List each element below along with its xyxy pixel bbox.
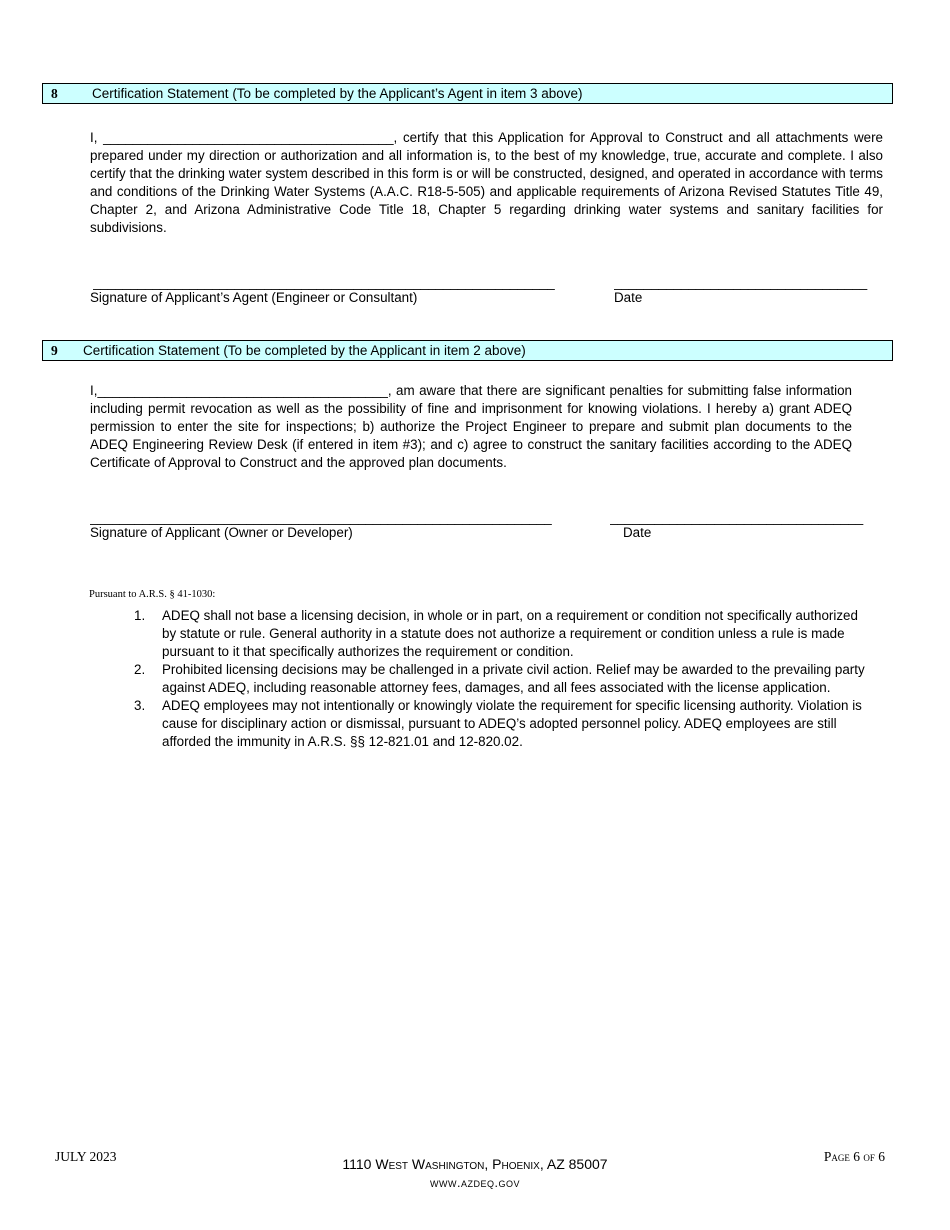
section-9-title: Certification Statement (To be completed by the Applicant in item 2 above) (83, 343, 526, 358)
agent-signature-field[interactable]: ______________________________________________________________ (93, 275, 555, 290)
section-8-header (42, 83, 893, 104)
list-item (128, 661, 868, 697)
footer-address: 1110 West Washington, Phoenix, AZ 85007 (342, 1156, 608, 1172)
agent-signature-label: Signature of Applicant’s Agent (Engineer or Consultant) (90, 290, 418, 305)
list-item-number: 1. (134, 608, 146, 623)
applicant-date-label: Date (623, 525, 652, 540)
section-9-header (42, 340, 893, 361)
list-item-text: Prohibited licensing decisions may be challenged in a private civil action. Relief may be awarded to the prevailing party against ADEQ, including reasonable attorney fees, damages, and all fees associated with the license application. (162, 662, 865, 695)
list-item-number: 3. (134, 698, 146, 713)
applicant-date-field[interactable]: __________________________________ (610, 510, 864, 525)
section-8-statement: I, _______________________________________, certify that this Application for Approval to Construct and all attachments were prepared under my direction or authorization and all information is, to the best of my knowledge, true, accurate and complete. I also certify that the drinking water system described in this form is or will be constructed, designed, and operated in accordance with terms and conditions of the Drinking Water Systems (A.A.C. R18-5-505) and applicable requirements of Arizona Revised Statutes Title 49, Chapter 2, and Arizona Administrative Code Title 18, Chapter 5 regarding drinking water systems and sanitary facilities for subdivisions. (90, 130, 883, 235)
applicant-signature-label: Signature of Applicant (Owner or Developer) (90, 525, 353, 540)
list-item (128, 607, 868, 661)
section-8-number: 8 (51, 86, 58, 101)
agent-date-field[interactable]: __________________________________ (614, 275, 868, 290)
list-item-text: ADEQ employees may not intentionally or knowingly violate the requirement for specific licensing authority. Violation is cause for disciplinary action or dismissal, pursuant to ADEQ’s adopted personnel policy. ADEQ employees are still afforded the immunity in A.R.S. §§ 12-821.01 and 12-820.02. (162, 698, 862, 749)
section-9-number: 9 (51, 343, 58, 358)
applicant-signature-field[interactable]: ______________________________________________________________ (90, 510, 552, 525)
section-8-title: Certification Statement (To be completed by the Applicant’s Agent in item 3 above) (92, 86, 583, 101)
footer-date: JULY 2023 (55, 1149, 117, 1164)
licensing-notes-list (128, 607, 868, 751)
agent-date-label: Date (614, 290, 643, 305)
list-item (128, 697, 868, 751)
footer-website: www.azdeq.gov (430, 1176, 520, 1190)
list-item-number: 2. (134, 662, 146, 677)
list-item-text: ADEQ shall not base a licensing decision, in whole or in part, on a requirement or condition not specifically authorized by statute or rule. General authority in a statute does not authorize a requirement or condition unless a rule is made pursuant to it that specifically authorizes the requirement or condition. (162, 608, 858, 659)
footer-page-number: Page 6 of 6 (823, 1149, 885, 1164)
section-9-statement: I,_______________________________________, am aware that there are significant penalties for submitting false information including permit revocation as well as the possibility of fine and imprisonment for knowing violations. I hereby a) grant ADEQ permission to enter the site for inspections; b) authorize the Project Engineer to prepare and submit plan documents to the ADEQ Engineering Review Desk (if entered in item #3); and c) agree to construct the sanitary facilities according to the ADEQ Certificate of Approval to Construct and the approved plan documents. (90, 383, 852, 470)
pursuant-heading: Pursuant to A.R.S. § 41-1030: (89, 589, 216, 600)
